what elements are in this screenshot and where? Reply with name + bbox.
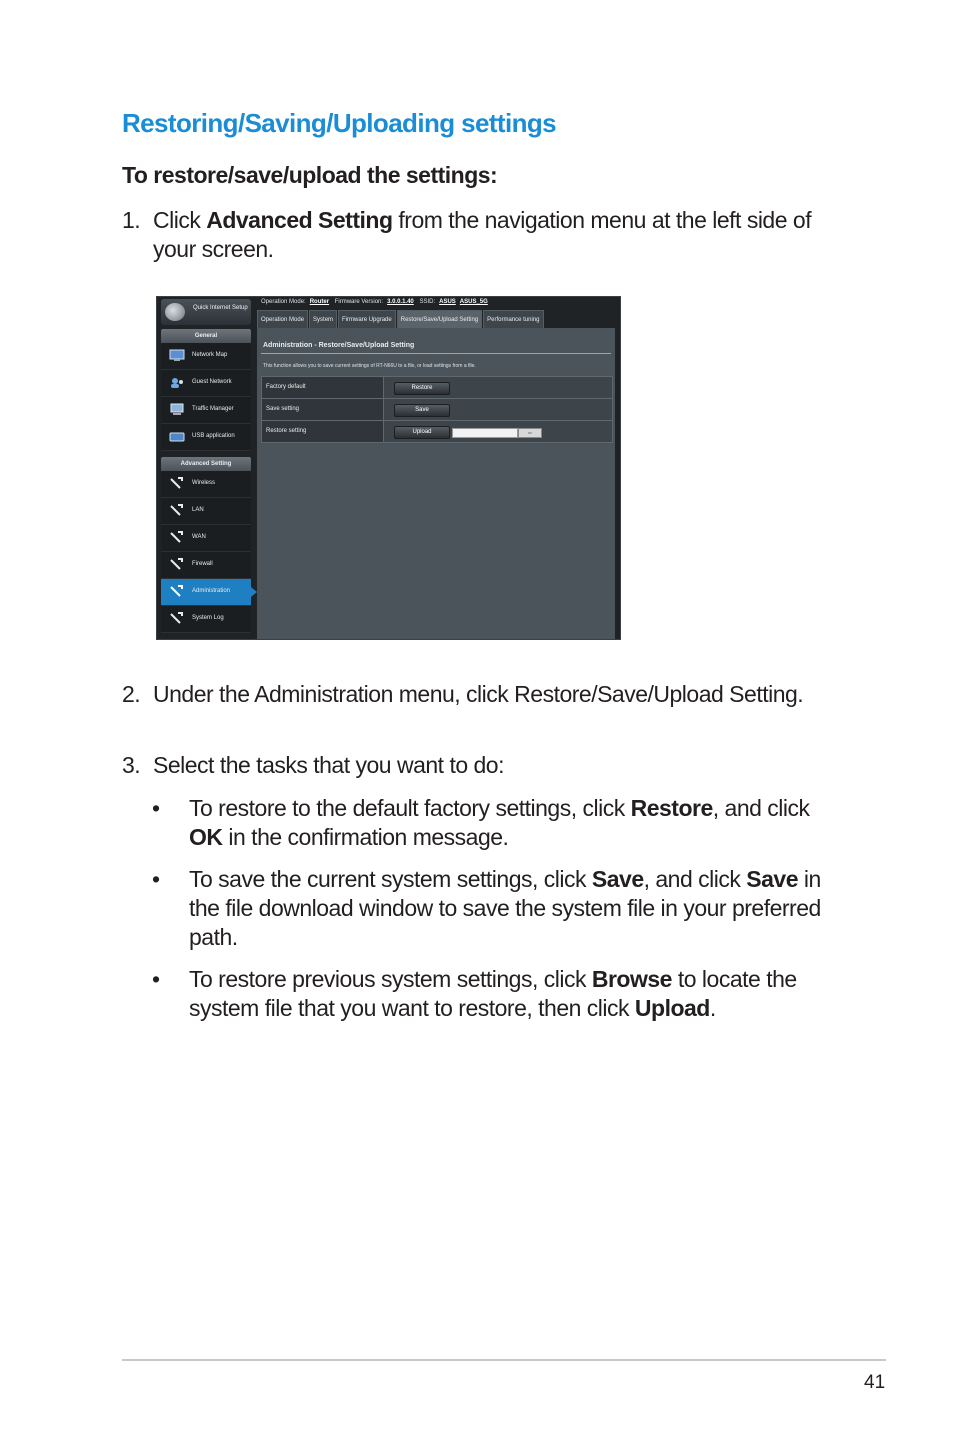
- tab-system[interactable]: System: [309, 310, 337, 329]
- bullet-restore: [122, 794, 842, 854]
- bullet-dot: •: [152, 966, 160, 992]
- admin-tabs: [257, 310, 545, 328]
- bullet-upload: [122, 965, 842, 1025]
- bullet-dot: •: [152, 795, 160, 821]
- panel-description: This function allows you to save current settings of RT-N66U to a file, or load settings from a file.: [263, 363, 476, 369]
- wrench-icon: [169, 585, 185, 598]
- step-text: Under the Administration menu, click Restore/Save/Upload Setting.: [153, 681, 804, 707]
- bullet-save: [122, 865, 842, 955]
- step-number: 3.: [122, 752, 141, 778]
- tab-operation-mode[interactable]: Operation Mode: [257, 310, 308, 329]
- router-ui-screenshot: [156, 296, 621, 640]
- wrench-icon: [169, 531, 185, 544]
- file-path-input[interactable]: [452, 428, 518, 438]
- settings-panel: [257, 328, 615, 640]
- upload-button[interactable]: Upload: [394, 426, 450, 439]
- quick-internet-setup-button[interactable]: Quick Internet Setup: [161, 299, 251, 325]
- network-map-icon: [169, 349, 185, 362]
- sidebar-item-lan[interactable]: LAN: [161, 498, 251, 525]
- tab-restore-save-upload[interactable]: Restore/Save/Upload Setting: [397, 310, 482, 329]
- page-number: 41: [864, 1372, 886, 1393]
- step-2: [122, 680, 842, 740]
- sidebar-item-guest-network[interactable]: Guest Network: [161, 370, 251, 397]
- guest-network-icon: [169, 376, 185, 389]
- sidebar: [161, 329, 251, 633]
- bullet-text: To restore to the default factory settings, click Restore, and click OK in the confirmation message.: [189, 795, 810, 850]
- step-text: Select the tasks that you want to do:: [153, 752, 504, 778]
- step-number: 1.: [122, 207, 141, 233]
- tab-firmware-upgrade[interactable]: Firmware Upgrade: [338, 310, 396, 329]
- bullet-text: To restore previous system settings, click Browse to locate the system file that you want to restore, then click Upload.: [189, 966, 797, 1021]
- sidebar-group-general: General: [161, 329, 251, 343]
- table-row: Save setting Save: [261, 399, 613, 421]
- bullet-text: To save the current system settings, click Save, and click Save in the file download window to save the system file in your preferred path.: [189, 866, 821, 950]
- wrench-icon: [169, 504, 185, 517]
- usb-icon: [169, 430, 185, 443]
- wrench-icon: [169, 477, 185, 490]
- step-text: Click Advanced Setting from the navigation menu at the left side of your screen.: [153, 207, 812, 262]
- table-row: Restore setting Upload ▭: [261, 421, 613, 443]
- tab-performance-tuning[interactable]: Performance tuning: [483, 310, 543, 329]
- panel-title: Administration - Restore/Save/Upload Setting: [263, 342, 415, 349]
- sidebar-item-wireless[interactable]: Wireless: [161, 471, 251, 498]
- procedure-heading: To restore/save/upload the settings:: [122, 162, 498, 188]
- sidebar-group-advanced-setting: Advanced Setting: [161, 457, 251, 471]
- restore-button[interactable]: Restore: [394, 382, 450, 395]
- sidebar-item-network-map[interactable]: Network Map: [161, 343, 251, 370]
- step-1: [122, 206, 842, 266]
- browse-button[interactable]: ▭: [518, 428, 542, 438]
- sidebar-item-traffic-manager[interactable]: Traffic Manager: [161, 397, 251, 424]
- table-row: Factory default Restore: [261, 376, 613, 399]
- divider: [261, 353, 611, 354]
- sidebar-item-firewall[interactable]: Firewall: [161, 552, 251, 579]
- section-title: Restoring/Saving/Uploading settings: [122, 108, 557, 138]
- wrench-icon: [169, 612, 185, 625]
- footer-divider: [122, 1359, 886, 1361]
- wrench-icon: [169, 558, 185, 571]
- settings-table: [261, 376, 613, 443]
- sidebar-item-wan[interactable]: WAN: [161, 525, 251, 552]
- sidebar-item-usb-application[interactable]: USB application: [161, 424, 251, 451]
- status-bar: Operation Mode: Router Firmware Version: 3.0.0.1.40 SSID: ASUS ASUS_5G: [261, 299, 488, 305]
- wand-icon: [165, 303, 185, 321]
- step-number: 2.: [122, 681, 141, 707]
- sidebar-item-system-log[interactable]: System Log: [161, 606, 251, 633]
- bullet-dot: •: [152, 866, 160, 892]
- save-button[interactable]: Save: [394, 404, 450, 417]
- step-3: [122, 751, 842, 781]
- traffic-manager-icon: [169, 403, 185, 416]
- sidebar-item-administration[interactable]: Administration: [161, 579, 251, 606]
